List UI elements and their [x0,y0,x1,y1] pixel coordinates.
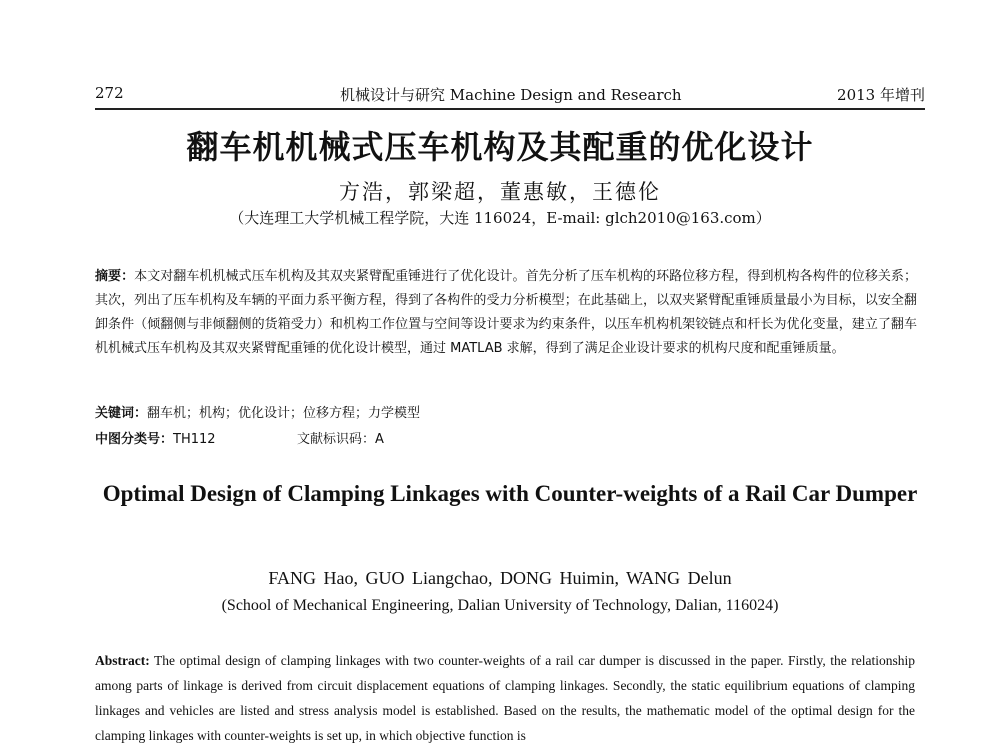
classification-line [95,428,384,447]
affiliation-cn: （大连理工大学机械工程学院，大连 116024，E-mail: glch2010@163.com） [229,209,771,227]
journal-year: 2013 年增刊 [837,86,925,104]
abstract-cn [95,265,917,361]
classification-value: TH112 [173,432,216,447]
abstract-en [95,648,915,748]
classification-label: 中图分类号： [95,432,174,447]
authors-cn: 方浩，郭梁超，董惠敏，王德伦 [339,180,661,204]
paper-title-cn: 翻车机机械式压车机构及其配重的优化设计 [186,128,814,166]
affiliation-en: (School of Mechanical Engineering, Dalian University of Technology, Dalian, 116024) [221,597,779,614]
abstract-cn-label: 摘要： [95,269,135,284]
keywords-cn-label: 关键词： [95,406,148,421]
keywords-cn-text: 翻车机；机构；优化设计；位移方程；力学模型 [147,406,421,421]
abstract-cn-text: 本文对翻车机机械式压车机构及其双夹紧臂配重锤进行了优化设计。首先分析了压车机构的环路位移方程，得到机构各构件的位移关系；其次，列出了压车机构及车辆的平面力系平衡方程，得到了各构件的受力分析模型；在此基础上，以双夹紧臂配重锤质量最小为目标，以安全翻卸条件（倾翻侧与非倾翻侧的货箱受力）和机构工作位置与空间等设计要求为约束条件，以压车机构机架铰链点和杆长为优化变量，建立了翻车机机械式压车机构及其双夹紧臂配重锤的优化设计模型，通过 MATLAB 求解，得到了满足企业设计要求的机构尺度和配重锤质量。 [95,269,917,356]
document-code [297,428,384,447]
paper-title-en: Optimal Design of Clamping Linkages with Counter-weights of a Rail Car Dumper [102,481,918,506]
running-header [95,80,925,110]
keywords-cn [95,402,420,421]
page-number: 272 [95,84,124,102]
journal-name: 机械设计与研究 Machine Design and Research [340,86,682,104]
authors-en: FANG Hao, GUO Liangchao, DONG Huimin, WANG Delun [268,568,732,588]
document-code-value: A [375,432,384,447]
abstract-en-label: Abstract: [95,653,150,668]
abstract-en-text: The optimal design of clamping linkages with two counter-weights of a rail car dumper is discussed in the paper. Firstly, the relationship among parts of linkage is derived from circuit displacement equations of clamping linkages. Secondly, the static equilibrium equations of clamping linkages and vehicles are listed and stress analysis model is established. Based on the results, the mathematic model of the optimal design for the clamping linkages with counter-weights is set up, in which objective function is [95,653,915,743]
document-code-label: 文献标识码： [297,432,376,447]
